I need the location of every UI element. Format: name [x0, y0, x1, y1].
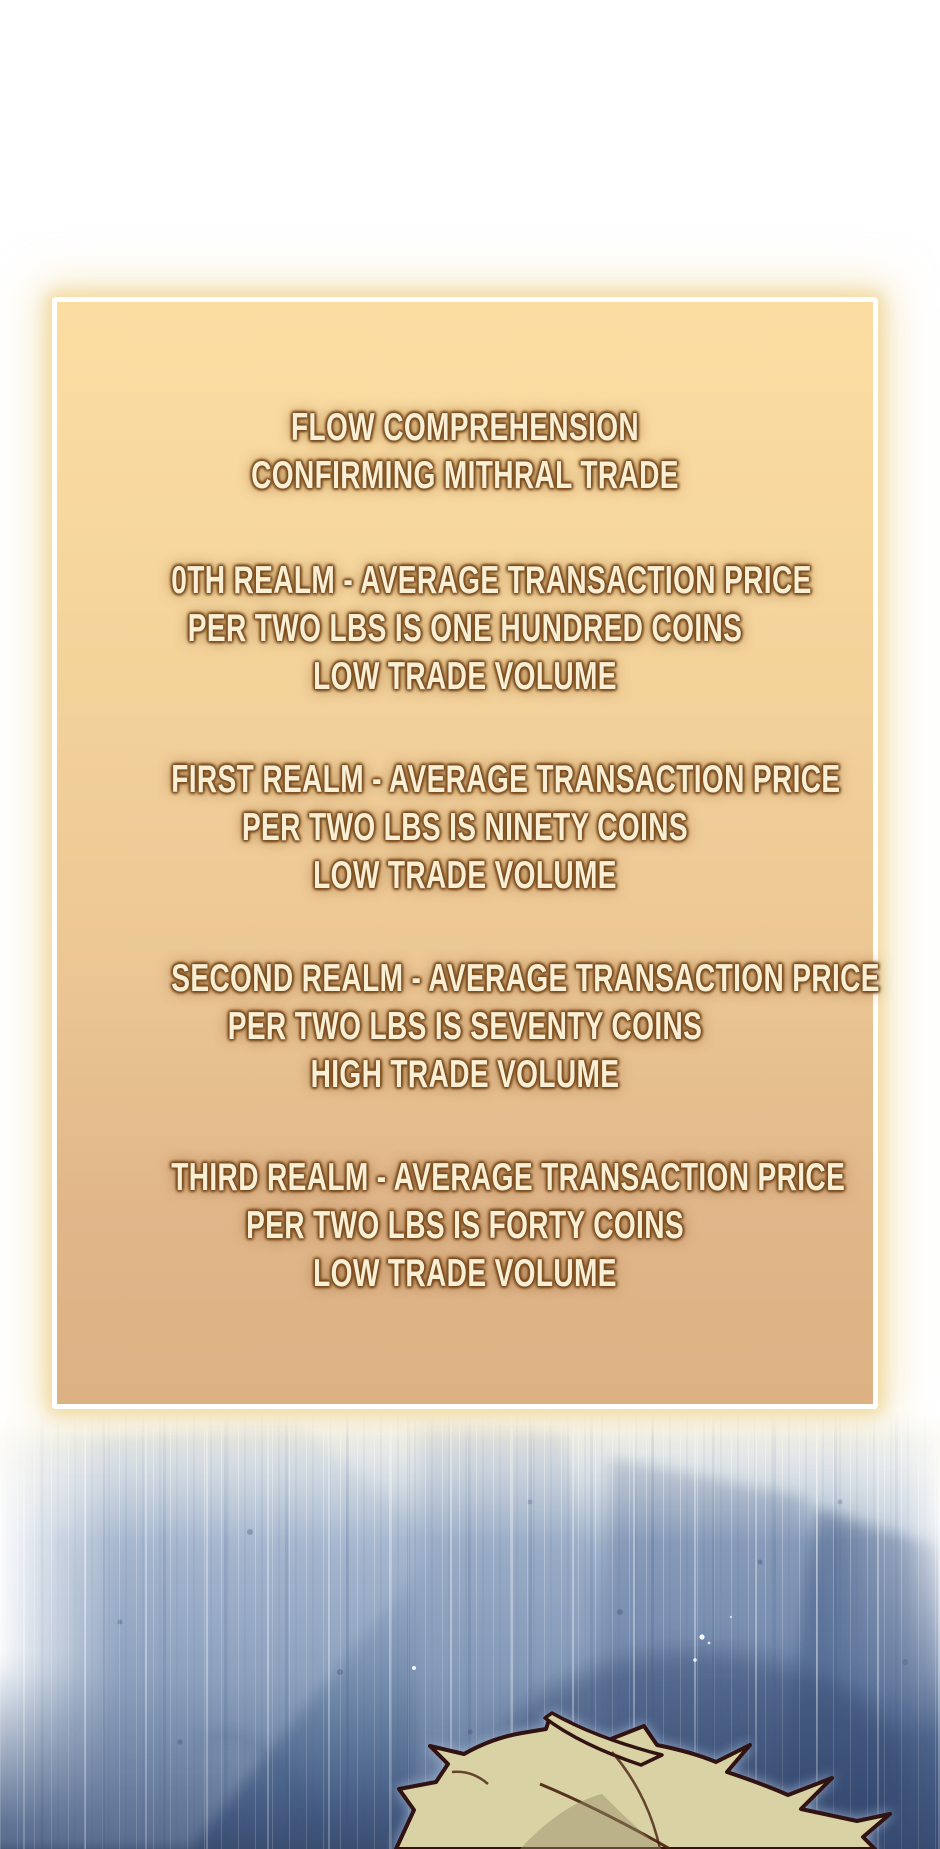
- status-panel: [52, 297, 878, 1409]
- realm-price-header: 0TH REALM - AVERAGE TRANSACTION PRICE: [171, 559, 812, 602]
- panel-text: [171, 302, 880, 1298]
- character-hair-illustration: [0, 1412, 940, 1849]
- realm-volume: LOW TRADE VOLUME: [313, 854, 617, 897]
- realm-price-header: THIRD REALM - AVERAGE TRANSACTION PRICE: [171, 1156, 846, 1199]
- sparkle-dots: [412, 1616, 732, 1670]
- realm-volume: LOW TRADE VOLUME: [313, 1252, 617, 1295]
- realm-price-value: PER TWO LBS IS NINETY COINS: [241, 806, 689, 849]
- realm-price-header: FIRST REALM - AVERAGE TRANSACTION PRICE: [171, 758, 841, 801]
- panel-title: [171, 404, 759, 500]
- realm-price-value: PER TWO LBS IS ONE HUNDRED COINS: [187, 607, 743, 650]
- realm-price-value: PER TWO LBS IS SEVENTY COINS: [227, 1005, 703, 1048]
- cave-scene: [0, 1412, 940, 1849]
- realm-price-header: SECOND REALM - AVERAGE TRANSACTION PRICE: [171, 957, 880, 1000]
- panel-title-line-1: FLOW COMPREHENSION: [290, 406, 640, 449]
- realm-block-second: [171, 955, 880, 1099]
- realm-block-first: [171, 756, 841, 900]
- realm-price-value: PER TWO LBS IS FORTY COINS: [246, 1204, 684, 1247]
- realm-volume: LOW TRADE VOLUME: [313, 655, 617, 698]
- realm-block-0th: [171, 557, 812, 701]
- realm-volume: HIGH TRADE VOLUME: [310, 1053, 620, 1096]
- panel-title-line-2: CONFIRMING MITHRAL TRADE: [251, 454, 679, 497]
- realm-block-third: [171, 1154, 846, 1298]
